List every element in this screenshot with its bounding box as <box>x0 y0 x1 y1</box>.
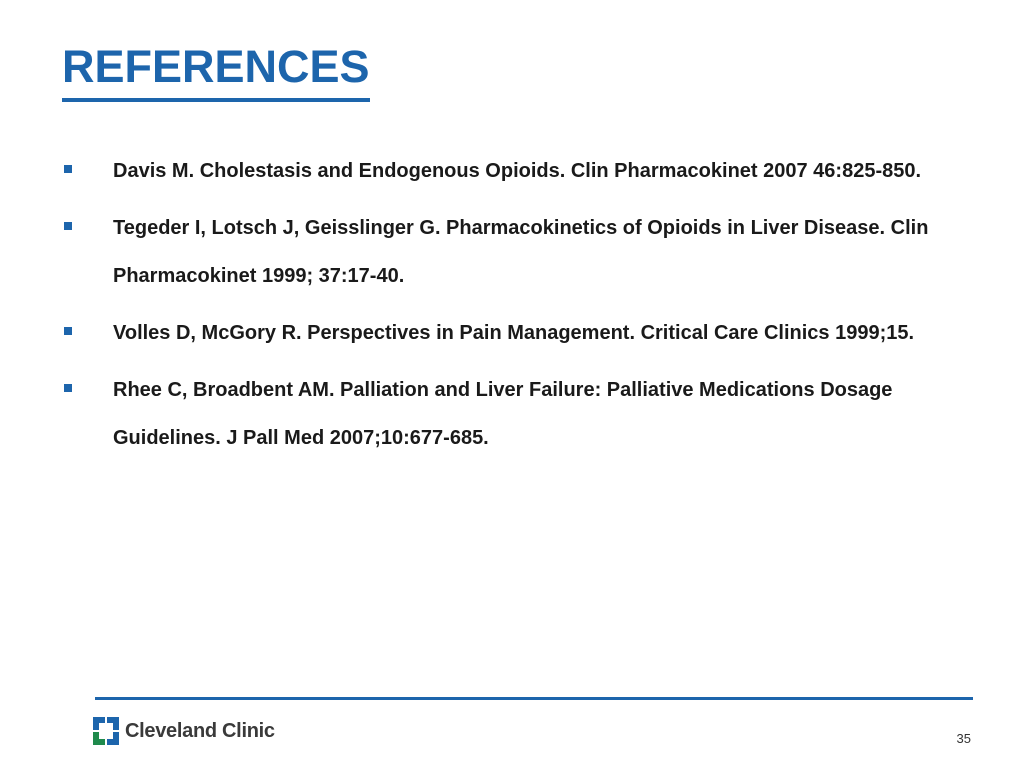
list-item <box>62 309 962 357</box>
square-bullet-icon <box>64 222 72 230</box>
reference-text: Tegeder I, Lotsch J, Geisslinger G. Pharmacokinetics of Opioids in Liver Disease. Clin Pharmacokinet 1999; 37:17-40. <box>113 217 929 287</box>
cleveland-clinic-logo <box>93 717 275 745</box>
reference-text: Davis M. Cholestasis and Endogenous Opioids. Clin Pharmacokinet 2007 46:825-850. <box>113 160 922 182</box>
footer-divider <box>95 697 973 700</box>
square-bullet-icon <box>64 165 72 173</box>
list-item <box>62 147 962 195</box>
list-item <box>62 204 962 300</box>
reference-text: Volles D, McGory R. Perspectives in Pain Management. Critical Care Clinics 1999;15. <box>113 322 915 344</box>
logo-text: Cleveland Clinic <box>125 719 275 742</box>
reference-text: Rhee C, Broadbent AM. Palliation and Liver Failure: Palliative Medications Dosage Guidelines. J Pall Med 2007;10:677-685. <box>113 379 893 449</box>
list-item <box>62 366 962 462</box>
page-title: REFERENCES <box>62 36 370 102</box>
page-number: 35 <box>956 731 971 746</box>
square-bullet-icon <box>64 327 72 335</box>
cleveland-clinic-cross-icon <box>93 717 119 745</box>
square-bullet-icon <box>64 384 72 392</box>
reference-list <box>62 147 962 471</box>
